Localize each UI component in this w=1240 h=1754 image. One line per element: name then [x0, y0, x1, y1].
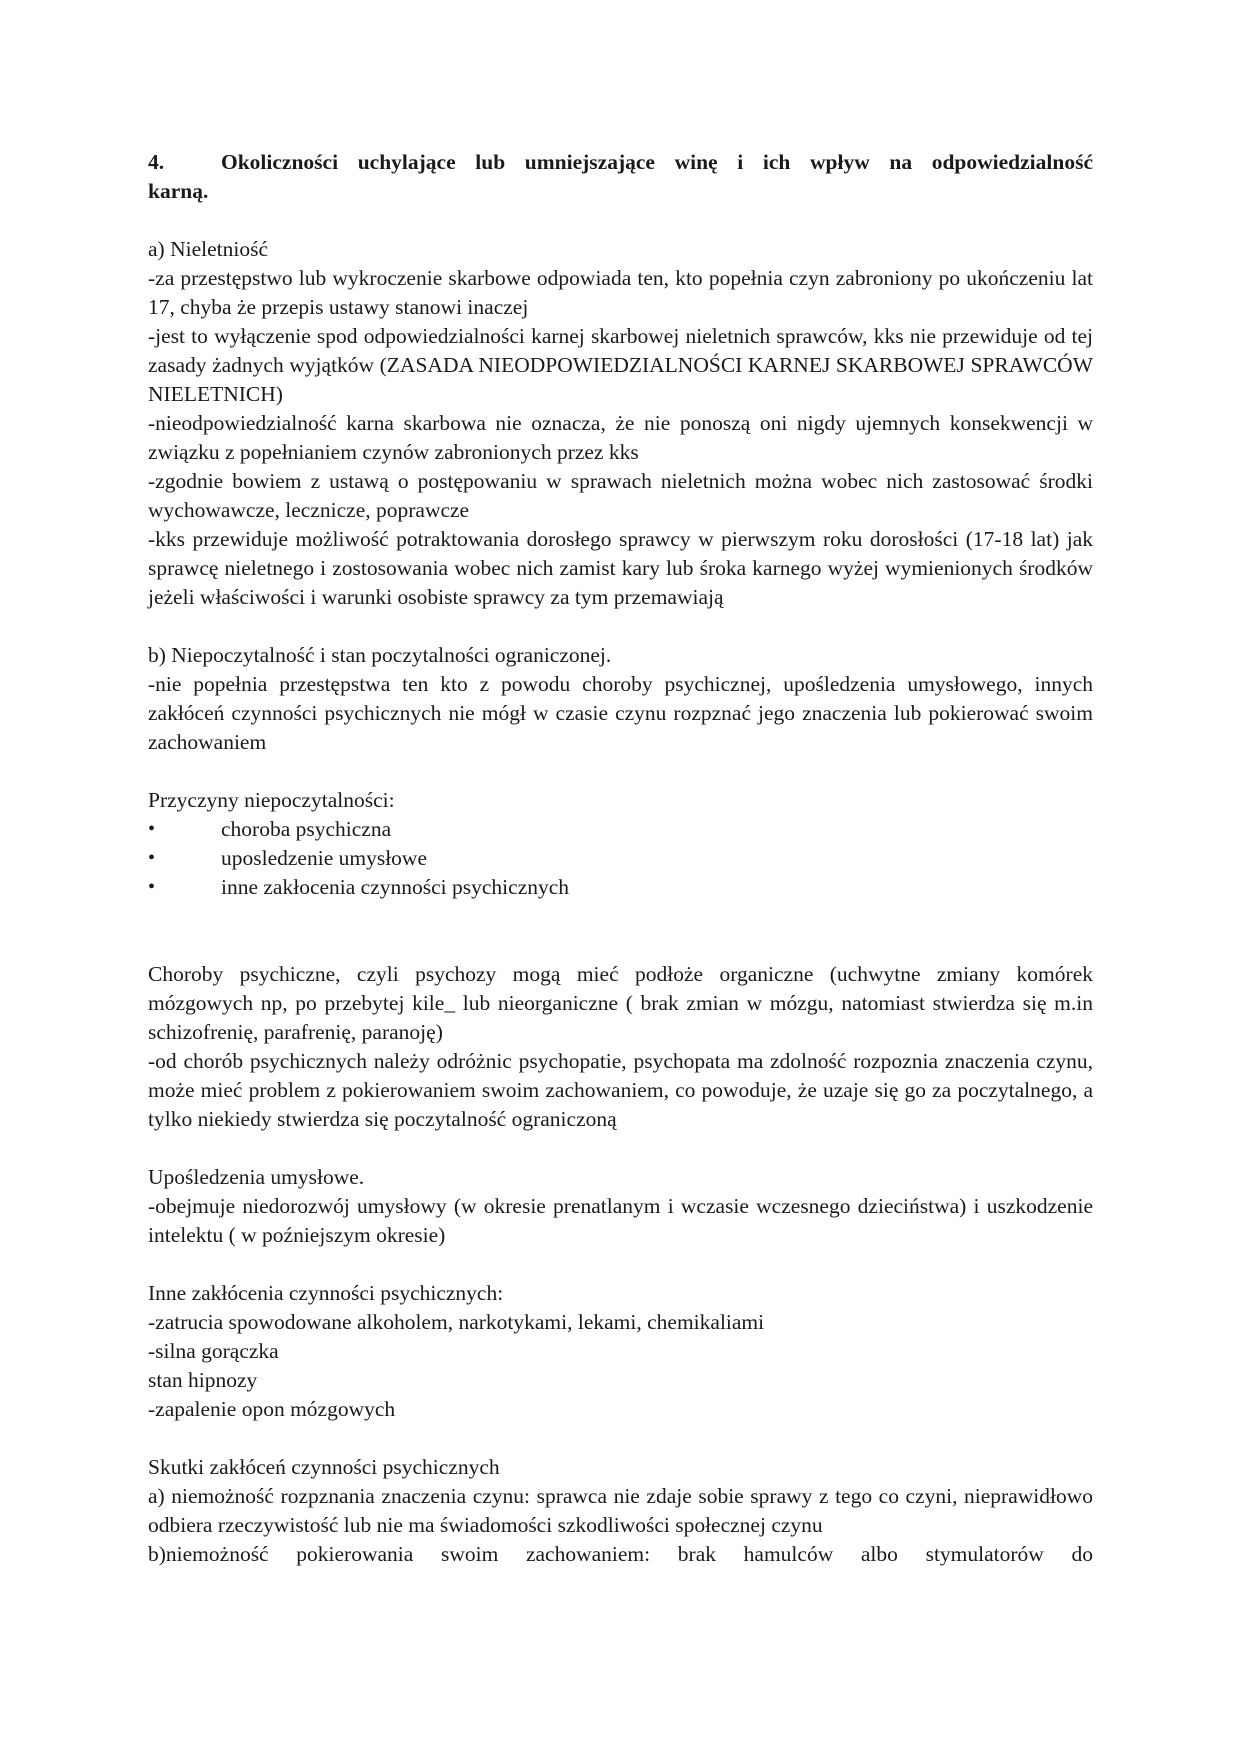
- psychoses-paragraph-1: Choroby psychiczne, czyli psychozy mogą mieć podłoże organiczne (uchwytne zmiany komórek mózgowych np, po przebytej kile_ lub nieorganiczne ( brak zmian w mózgu, natomiast stwierdza się m.in schizofrenię, parafrenię, paranoję): [148, 962, 1093, 1044]
- section-heading: [148, 148, 1093, 206]
- section-causes: [148, 786, 1093, 902]
- section-a-paragraph-1: -za przestępstwo lub wykroczenie skarbowe odpowiada ten, kto popełnia czyn zabroniony po ukończeniu lat 17, chyba że przepis ustawy stanowi inaczej: [148, 266, 1093, 319]
- mental-disability-paragraph-1: -obejmuje niedorozwój umysłowy (w okresie prenatlanym i wczasie wczesnego dzieciństwa) i uszkodzenie intelektu ( w poźniejszym okresie): [148, 1194, 1093, 1247]
- other-disorders-title: Inne zakłócenia czynności psychicznych:: [148, 1281, 504, 1305]
- causes-title: Przyczyny niepoczytalności:: [148, 788, 395, 812]
- other-disorder-item: -silna gorączka: [148, 1339, 279, 1363]
- heading-title-line2: karną.: [148, 179, 209, 203]
- section-other-disorders: [148, 1279, 1093, 1424]
- effects-paragraph-2: b)niemożność pokierowania swoim zachowaniem: brak hamulców albo stymulatorów do: [148, 1542, 1093, 1566]
- cause-item-text: inne zakłocenia czynności psychicznych: [221, 875, 570, 899]
- psychoses-paragraph-2: -od chorób psychicznych należy odróżnic psychopatie, psychopata ma zdolność rozpoznia znaczenia czynu, może mieć problem z pokierowaniem swoim zachowaniem, co powoduje, że uzaje się go za poczytalnego, a tylko niekiedy stwierdza się poczytalność ograniczoną: [148, 1049, 1093, 1131]
- other-disorder-item: stan hipnozy: [148, 1368, 258, 1392]
- list-item: [148, 844, 1093, 873]
- section-a-paragraph-5: -kks przewiduje możliwość potraktowania dorosłego sprawcy w pierwszym roku dorosłości (17-18 lat) jak sprawcę nieletnego i zostosowania wobec nich zamist kary lub śroka karnego wyżej wymienionych środków jeżeli właściwości i warunki osobiste sprawcy za tym przemawiają: [148, 527, 1093, 609]
- list-item: [148, 815, 1093, 844]
- section-b-title: b) Niepoczytalność i stan poczytalności ograniczonej.: [148, 643, 612, 667]
- mental-disability-title: Upośledzenia umysłowe.: [148, 1165, 365, 1189]
- cause-item-text: uposledzenie umysłowe: [221, 846, 427, 870]
- section-niepoczytalnosc: [148, 641, 1093, 757]
- bullet-icon: •: [148, 847, 156, 869]
- heading-title: [148, 148, 1093, 206]
- section-b-paragraph-1: -nie popełnia przestępstwa ten kto z powodu choroby psychicznej, upośledzenia umysłowego, innych zakłóceń czynności psychicznych nie mógł w czasie czynu rozpznać jego znaczenia lub pokierować swoim zachowaniem: [148, 672, 1093, 754]
- section-mental-disability: [148, 1163, 1093, 1250]
- section-a-paragraph-3: -nieodpowiedzialność karna skarbowa nie oznacza, że nie ponoszą oni nigdy ujemnych konsekwencji w związku z popełnianiem czynów zabronionych przez kks: [148, 411, 1093, 464]
- section-nieletniosc: [148, 235, 1093, 612]
- cause-item-text: choroba psychiczna: [221, 817, 392, 841]
- heading-number: 4.: [148, 150, 165, 174]
- bullet-icon: •: [148, 818, 156, 840]
- list-item: [148, 873, 1093, 902]
- heading-title-line1: Okoliczności uchylające lub umniejszające winę i ich wpływ na odpowiedzialność: [221, 150, 1093, 174]
- section-a-paragraph-2: -jest to wyłączenie spod odpowiedzialności karnej skarbowej nieletnich sprawców, kks nie przewiduje od tej zasady żadnych wyjątków (ZASADA NIEODPOWIEDZIALNOŚCI KARNEJ SKARBOWEJ SPRAWCÓW NIELETNICH): [148, 324, 1093, 406]
- section-psychoses: [148, 960, 1093, 1134]
- section-a-paragraph-4: -zgodnie bowiem z ustawą o postępowaniu w sprawach nieletnich można wobec nich zastosować środki wychowawcze, lecznicze, poprawcze: [148, 469, 1093, 522]
- other-disorder-item: -zapalenie opon mózgowych: [148, 1397, 396, 1421]
- bullet-icon: •: [148, 876, 156, 898]
- other-disorder-item: -zatrucia spowodowane alkoholem, narkotykami, lekami, chemikaliami: [148, 1310, 765, 1334]
- section-effects: [148, 1453, 1093, 1569]
- document-page: [148, 148, 1093, 1598]
- effects-paragraph-1: a) niemożność rozpznania znaczenia czynu: sprawca nie zdaje sobie sprawy z tego co czyni, nieprawidłowo odbiera rzeczywistość lub nie ma świadomości szkodliwości społecznej czynu: [148, 1484, 1093, 1537]
- causes-list: [148, 815, 1093, 902]
- effects-title: Skutki zakłóceń czynności psychicznych: [148, 1455, 500, 1479]
- section-a-title: a) Nieletniość: [148, 237, 268, 261]
